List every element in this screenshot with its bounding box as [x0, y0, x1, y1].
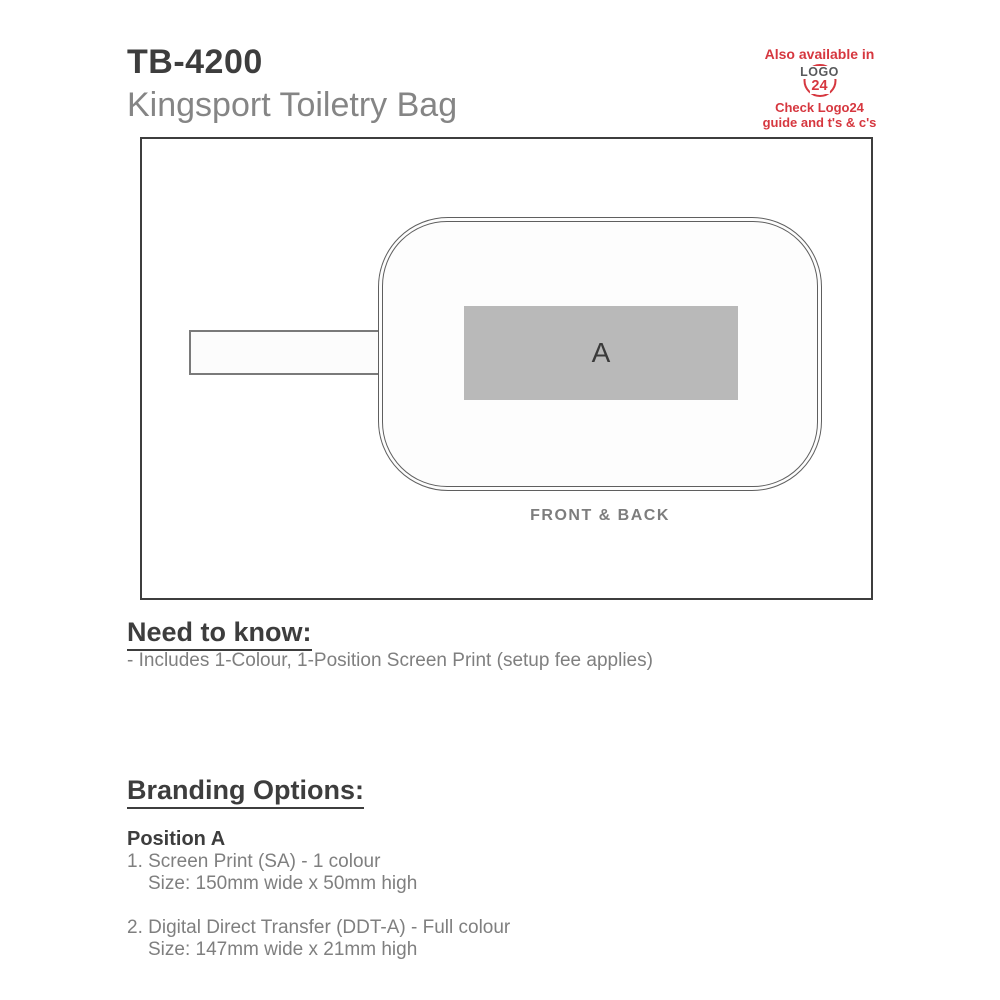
illustration-caption: FRONT & BACK	[530, 507, 670, 524]
branding-options-heading: Branding Options:	[127, 776, 364, 809]
also-available-text: Also available in	[764, 46, 875, 62]
guide-tcs-text: guide and t's & c's	[762, 114, 877, 130]
toiletry-bag-outline	[378, 217, 822, 491]
branding-option-line: 1. Screen Print (SA) - 1 colour	[127, 851, 381, 872]
branding-option-size: Size: 147mm wide x 21mm high	[148, 939, 418, 960]
bag-handle-shape	[189, 330, 381, 375]
print-position-area	[464, 306, 738, 400]
logo24-word: LOGO	[800, 65, 839, 79]
branding-option-line: 2. Digital Direct Transfer (DDT-A) - Full colour	[127, 917, 511, 938]
need-to-know-item: - Includes 1-Colour, 1-Position Screen Print (setup fee applies)	[127, 650, 653, 671]
check-logo24-text: Check Logo24	[775, 100, 864, 115]
product-code: TB-4200	[127, 43, 263, 81]
logo24-note	[742, 47, 897, 130]
branding-option-size: Size: 150mm wide x 50mm high	[148, 873, 418, 894]
print-position-letter: A	[591, 337, 611, 368]
illustration-frame	[140, 137, 873, 600]
need-to-know-heading: Need to know:	[127, 618, 312, 651]
position-a-heading: Position A	[127, 828, 226, 850]
logo24-number: 24	[811, 78, 828, 94]
logo24-badge	[742, 63, 897, 101]
product-name: Kingsport Toiletry Bag	[127, 86, 458, 124]
